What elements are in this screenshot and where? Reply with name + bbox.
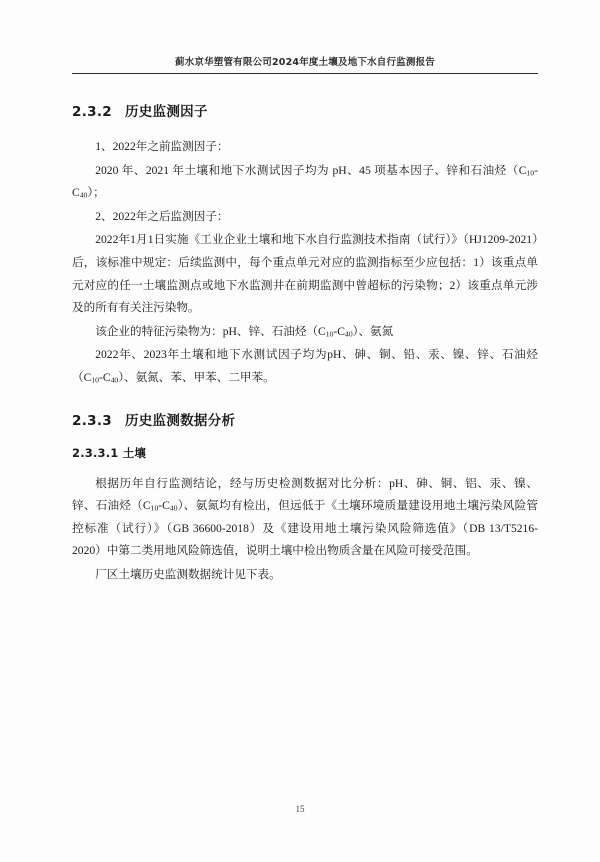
section-heading-2-3-3 (72, 409, 538, 429)
section-number: 2.3.2 (72, 104, 112, 120)
paragraph-3: 2、2022年之后监测因子： (95, 209, 229, 223)
paragraph-2: 2020 年、2021 年土壤和地下水测试因子均为 pH、45 项基本因子、锌和石油烃$(C_{10}-C_{40})$； (72, 163, 538, 200)
page-header: 蓟水京华塑管有限公司2024年度土壤及地下水自行监测报告 (72, 54, 538, 74)
paragraph-5: 该企业的特征污染物为：pH、锌、石油烃$(C_{10}-C_{40})$、氨氮 (95, 324, 394, 339)
section-number: 2.3.3 (72, 412, 112, 429)
paragraph-8: 厂区土壤历史监测数据统计见下表。 (95, 567, 281, 581)
document-body (72, 100, 538, 587)
section-heading-2-3-2 (72, 100, 538, 120)
paragraph-4: 2022年1月1日实施《工业企业土壤和地下水自行监测技术指南（试行）》（HJ1209-2021）后，该标准中规定：后续监测中，每个重点单元对应的监测指标至少应包括：1）该重点单元对应的任一土壤监测点或地下水监测井在前期监测中曾超标的污染物；2）该重点单元涉及的所有有关注污染物。 (72, 233, 538, 315)
subsection-heading-soil: 2.3.3.1 土壤 (72, 445, 147, 460)
page-number: 15 (295, 804, 305, 814)
page-content (72, 54, 538, 588)
paragraph-6: 2022年、2023年土壤和地下水测试因子均为pH、砷、铜、铅、汞、镍、锌、石油烃$(C_{10}-C_{40})$、氨氮、苯、甲苯、二甲苯。 (72, 348, 538, 385)
paragraph-1: 1、2022年之前监测因子： (95, 140, 229, 153)
paragraph-7: 根据历年自行监测结论，经与历史检测数据对比分析：pH、砷、铜、铝、汞、镍、锌、石油烃$(C_{10}-C_{40})$、氨氮均有检出，但远低于《土壤环境质量建设用地土壤污染风险管控标准（试行）》（GB 36600-2018）及《建设用地土壤污染风险筛选值》（DB 13/T5216-2020）中第二类用地风险筛选值，说明土壤中检出物质含量在风险可接受范围。 (72, 476, 539, 558)
section-title: 历史监测因子 (124, 104, 208, 120)
section-title: 历史监测数据分析 (124, 412, 236, 429)
